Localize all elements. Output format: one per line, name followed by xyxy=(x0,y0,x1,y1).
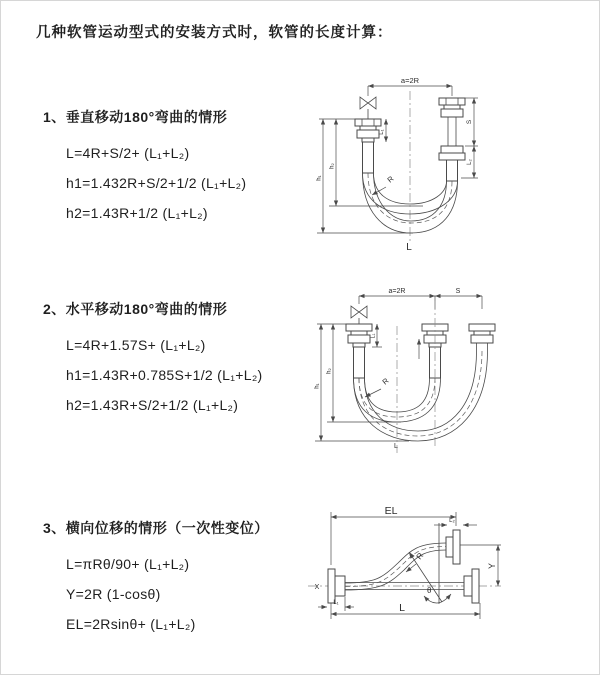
dim-label-l1: L₁ xyxy=(379,129,385,135)
dim-label-h2: h₂ xyxy=(326,368,333,374)
dim-label-l1: L₁ xyxy=(370,333,377,339)
section-2-formula-h1: h1=1.43R+0.785S+1/2 (L₁+L₂) xyxy=(66,367,263,383)
dim-el xyxy=(331,505,456,565)
dim-label-a2r: a=2R xyxy=(400,76,420,85)
section-3-formula-EL: EL=2Rsinθ+ (L₁+L₂) xyxy=(66,616,196,632)
section-1-formula-L: L=4R+S/2+ (L₁+L₂) xyxy=(66,145,190,161)
diagram-vertical-movement-180 xyxy=(301,66,591,266)
axis-label-x: X xyxy=(314,584,320,591)
section-3-formula-L: L=πRθ/90+ (L₁+L₂) xyxy=(66,556,190,572)
dim-label-h1: h₁ xyxy=(316,175,323,181)
right-fitting xyxy=(469,324,495,351)
section-3-formula-Y: Y=2R (1-cosθ) xyxy=(66,586,161,602)
dim-label-el: EL xyxy=(384,505,398,517)
section-2-formula-L: L=4R+1.57S+ (L₁+L₂) xyxy=(66,337,206,353)
dim-a2r xyxy=(359,288,482,309)
radius-callout xyxy=(365,376,391,397)
dim-label-y: Y xyxy=(487,562,497,570)
page-title: 几种软管运动型式的安装方式时，软管的长度计算： xyxy=(36,25,393,41)
section-2-heading: 水平移动180°弯曲的情形 xyxy=(65,301,228,317)
dim-label-a2r: a=2R xyxy=(388,288,406,295)
dim-label-r: R xyxy=(385,174,396,185)
section-1 xyxy=(43,107,246,228)
right-fitting xyxy=(439,98,465,181)
diagram-horizontal-movement-180 xyxy=(301,281,596,471)
dim-label-l: L xyxy=(399,602,405,614)
dim-s xyxy=(435,288,482,296)
dim-l2 xyxy=(461,146,478,178)
valve-icon xyxy=(360,97,376,119)
angle-theta xyxy=(409,523,451,604)
left-fitting xyxy=(355,119,381,173)
section-1-number: 1、 xyxy=(43,109,66,125)
section-1-formula-h1: h1=1.432R+S/2+1/2 (L₁+L₂) xyxy=(66,175,247,191)
section-1-formula-h2: h2=1.43R+1/2 (L₁+L₂) xyxy=(66,205,208,221)
right-flange xyxy=(464,569,479,603)
dim-label-s: S xyxy=(455,288,461,295)
hose-s-curve xyxy=(345,543,446,590)
dim-label-l2: L₂ xyxy=(467,159,473,165)
dim-label-l2: L₂ xyxy=(449,518,455,524)
dim-label-r: R xyxy=(414,551,426,562)
dim-label-h2: h₂ xyxy=(329,163,336,169)
left-fitting xyxy=(346,324,372,378)
section-2-number: 2、 xyxy=(43,301,66,317)
dim-l1 xyxy=(318,597,354,611)
section-1-heading: 垂直移动180°弯曲的情形 xyxy=(65,109,228,125)
dim-label-theta: θ xyxy=(427,586,432,595)
displaced-flange xyxy=(446,530,460,564)
valve-icon xyxy=(351,306,367,324)
dim-label-s: S xyxy=(466,119,473,125)
dim-label-h1: h₁ xyxy=(314,383,321,389)
dim-label-l: L xyxy=(394,443,398,450)
dim-label-l: L xyxy=(406,242,412,253)
section-3-heading: 横向位移的情形（一次性变位） xyxy=(65,520,269,536)
section-3 xyxy=(43,518,269,639)
dim-l2 xyxy=(434,518,477,525)
dim-l xyxy=(331,602,480,619)
left-flange xyxy=(328,569,345,603)
hose-u-curves xyxy=(354,351,488,441)
dim-label-l1: L₁ xyxy=(333,600,339,606)
diagram-lateral-displacement xyxy=(296,499,600,649)
dim-label-r: R xyxy=(380,376,391,387)
section-3-number: 3、 xyxy=(43,520,66,536)
dim-s xyxy=(465,98,478,146)
section-2 xyxy=(43,299,263,420)
section-2-formula-h2: h2=1.43R+S/2+1/2 (L₁+L₂) xyxy=(66,397,239,413)
